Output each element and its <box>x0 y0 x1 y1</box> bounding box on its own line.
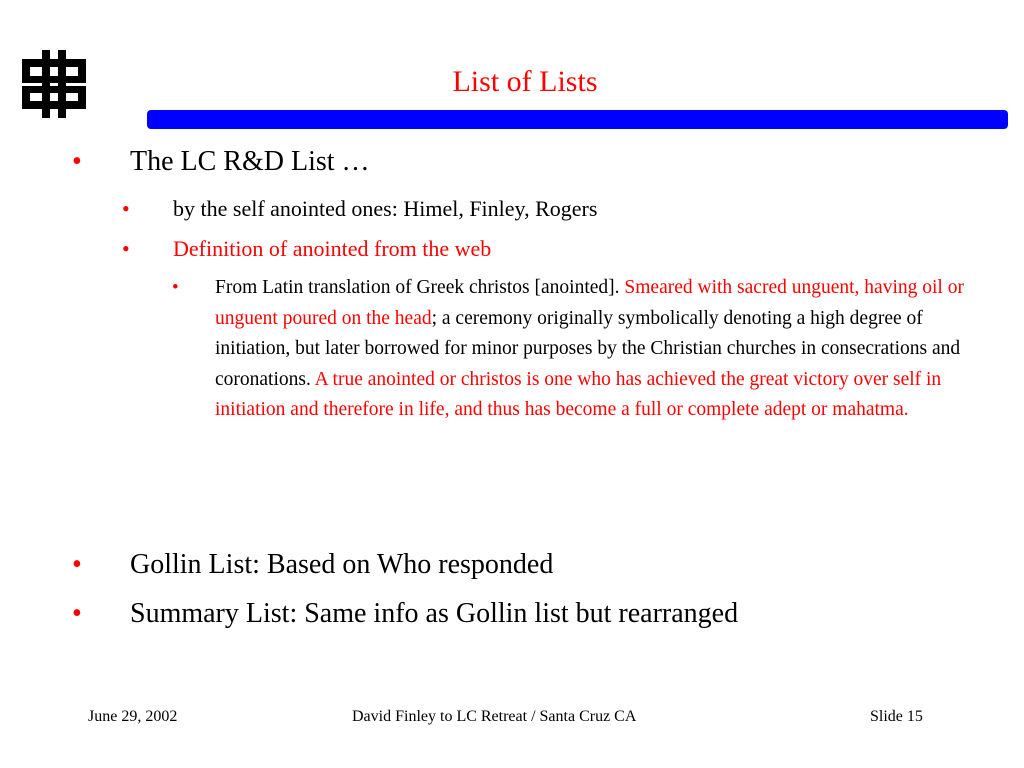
bullet-text: by the self anointed ones: Himel, Finley, Rogers <box>173 196 598 221</box>
slide-title: List of Lists <box>452 65 598 98</box>
footer-presenter: David Finley to LC Retreat / Santa Cruz CA <box>352 708 637 725</box>
title-underline-bar <box>147 110 1008 129</box>
definition-paragraph <box>215 273 975 426</box>
definition-text-part1: From Latin translation of Greek christos [anointed]. <box>215 277 625 298</box>
definition-text-part4: A true anointed or christos is one who has achieved the great victory over self in initiation and therefore in life, and thus has become a full or complete adept or mahatma. <box>215 368 942 420</box>
bullet-text: Summary List: Same info as Gollin list but rearranged <box>130 598 739 629</box>
definition-text-part2: Smeared with sacred unguent, having oil or unguent poured on the head <box>215 277 964 329</box>
bullet-marker: • <box>72 549 82 580</box>
bullet-marker: • <box>122 196 130 221</box>
definition-text-part3: ; a ceremony originally symbolically denoting a high degree of initiation, but later borrowed for minor purposes by the Christian churches in consecrations and coronations. <box>215 307 961 390</box>
bullet-text: Gollin List: Based on Who responded <box>130 549 554 580</box>
bullet-marker: • <box>122 236 130 261</box>
bullet-text: Definition of anointed from the web <box>173 236 492 261</box>
bullet-marker: • <box>172 277 179 298</box>
bullet-marker: • <box>72 146 82 177</box>
bullet-text: The LC R&D List … <box>130 146 370 177</box>
bullet-marker: • <box>72 598 82 629</box>
footer-slide-number: Slide 15 <box>870 708 923 725</box>
footer-date: June 29, 2002 <box>88 708 178 725</box>
